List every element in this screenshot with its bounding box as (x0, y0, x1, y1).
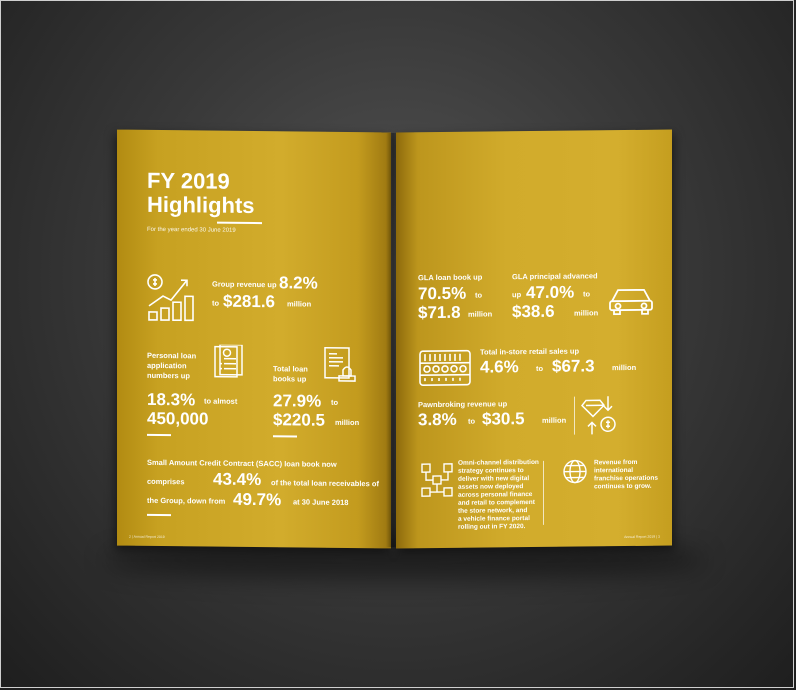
total-loan-dash (273, 435, 297, 437)
gla-principal-pct: 47.0% (526, 282, 575, 303)
personal-loan-label-2: application (147, 360, 187, 371)
group-revenue-amount: $281.6 (223, 291, 275, 312)
gla-book-amount: $71.8 (418, 302, 461, 323)
total-loan-pct: 27.9% (273, 391, 322, 411)
title-highlights: Highlights (147, 191, 255, 219)
document-stamp-icon (323, 346, 357, 384)
omni-line: the store network, and (458, 507, 528, 515)
gla-book-label: GLA loan book up (418, 272, 483, 283)
personal-loan-label-1: Personal loan (147, 350, 197, 361)
instore-unit: million (612, 362, 637, 373)
sacc-dash (147, 514, 171, 516)
right-page (396, 130, 672, 549)
group-revenue-label: Group revenue up (212, 279, 277, 290)
pawn-pct: 3.8% (418, 409, 457, 430)
personal-loan-dash (147, 434, 171, 436)
gla-principal-up: up (512, 290, 522, 300)
pawn-label: Pawnbroking revenue up (418, 399, 508, 410)
title-fy: FY 2019 (147, 167, 230, 194)
omni-line: Omni-channel distribution (458, 458, 539, 467)
omni-line: rolling out in FY 2020. (458, 523, 526, 531)
gla-principal-label: GLA principal advanced (512, 271, 598, 282)
diamond-dollar-icon (580, 394, 620, 436)
omni-divider (543, 461, 544, 525)
pawn-divider (574, 397, 575, 435)
personal-loan-pct: 18.3% (147, 389, 196, 410)
network-flow-icon (420, 462, 454, 498)
left-footer: 2 | Annual Report 2019 (129, 534, 165, 540)
franchise-line: international (594, 466, 634, 475)
franchise-text (594, 459, 658, 492)
gla-book-to: to (475, 290, 483, 300)
total-loan-amount: $220.5 (273, 410, 325, 430)
omni-line: across personal finance (458, 491, 533, 499)
group-revenue-unit: million (287, 299, 312, 309)
sacc-mid: of the total loan receivables of (271, 478, 379, 489)
right-footer: Annual Report 2019 | 3 (624, 534, 660, 540)
omni-text (458, 459, 539, 532)
gla-principal-amount: $38.6 (512, 301, 555, 322)
title-underline (217, 222, 262, 224)
personal-loan-to: to almost (204, 396, 238, 406)
sacc-comprises: comprises (147, 476, 185, 487)
omni-line: and retail to complement (458, 498, 535, 507)
franchise-line: continues to grow. (594, 482, 652, 491)
personal-loan-amount: 450,000 (147, 408, 209, 429)
omni-line: strategy continues to (458, 467, 524, 475)
sacc-pct-2: 49.7% (233, 489, 282, 510)
group-revenue-to: to (212, 298, 220, 308)
total-loan-label-1: Total loan (273, 364, 308, 374)
subtitle: For the year ended 30 June 2019 (147, 226, 236, 234)
store-shelf-icon (418, 349, 472, 388)
gla-book-unit: million (468, 309, 493, 319)
franchise-line: franchise operations (594, 474, 658, 483)
gla-principal-unit: million (574, 308, 599, 318)
instore-pct: 4.6% (480, 357, 519, 377)
dollar-growth-icon (145, 270, 197, 323)
car-icon (608, 285, 654, 315)
total-loan-to: to (331, 397, 339, 407)
pawn-unit: million (542, 415, 567, 425)
sacc-line-1: Small Amount Credit Contract (SACC) loan book now (147, 457, 337, 469)
omni-line: assets now deployed (458, 483, 524, 491)
globe-icon (562, 458, 588, 484)
omni-line: deliver with new digital (458, 475, 530, 483)
left-page (117, 130, 391, 549)
total-loan-unit: million (335, 417, 360, 428)
total-loan-label-2: books up (273, 374, 307, 384)
application-form-icon (213, 345, 245, 379)
franchise-line: Revenue from (594, 458, 638, 467)
pawn-to: to (468, 416, 476, 426)
gla-book-pct: 70.5% (418, 283, 467, 304)
omni-line: a vehicle finance portal (458, 515, 530, 523)
gla-principal-to: to (583, 289, 591, 299)
instore-to: to (536, 363, 544, 373)
sacc-pct: 43.4% (213, 469, 262, 490)
group-revenue-pct: 8.2% (279, 273, 318, 293)
pawn-amount: $30.5 (482, 409, 525, 429)
instore-label: Total in-store retail sales up (480, 346, 580, 357)
instore-amount: $67.3 (552, 356, 595, 376)
personal-loan-label-3: numbers up (147, 370, 190, 381)
sacc-line-3a: the Group, down from (147, 495, 226, 506)
sacc-line-3b: at 30 June 2018 (293, 497, 349, 507)
